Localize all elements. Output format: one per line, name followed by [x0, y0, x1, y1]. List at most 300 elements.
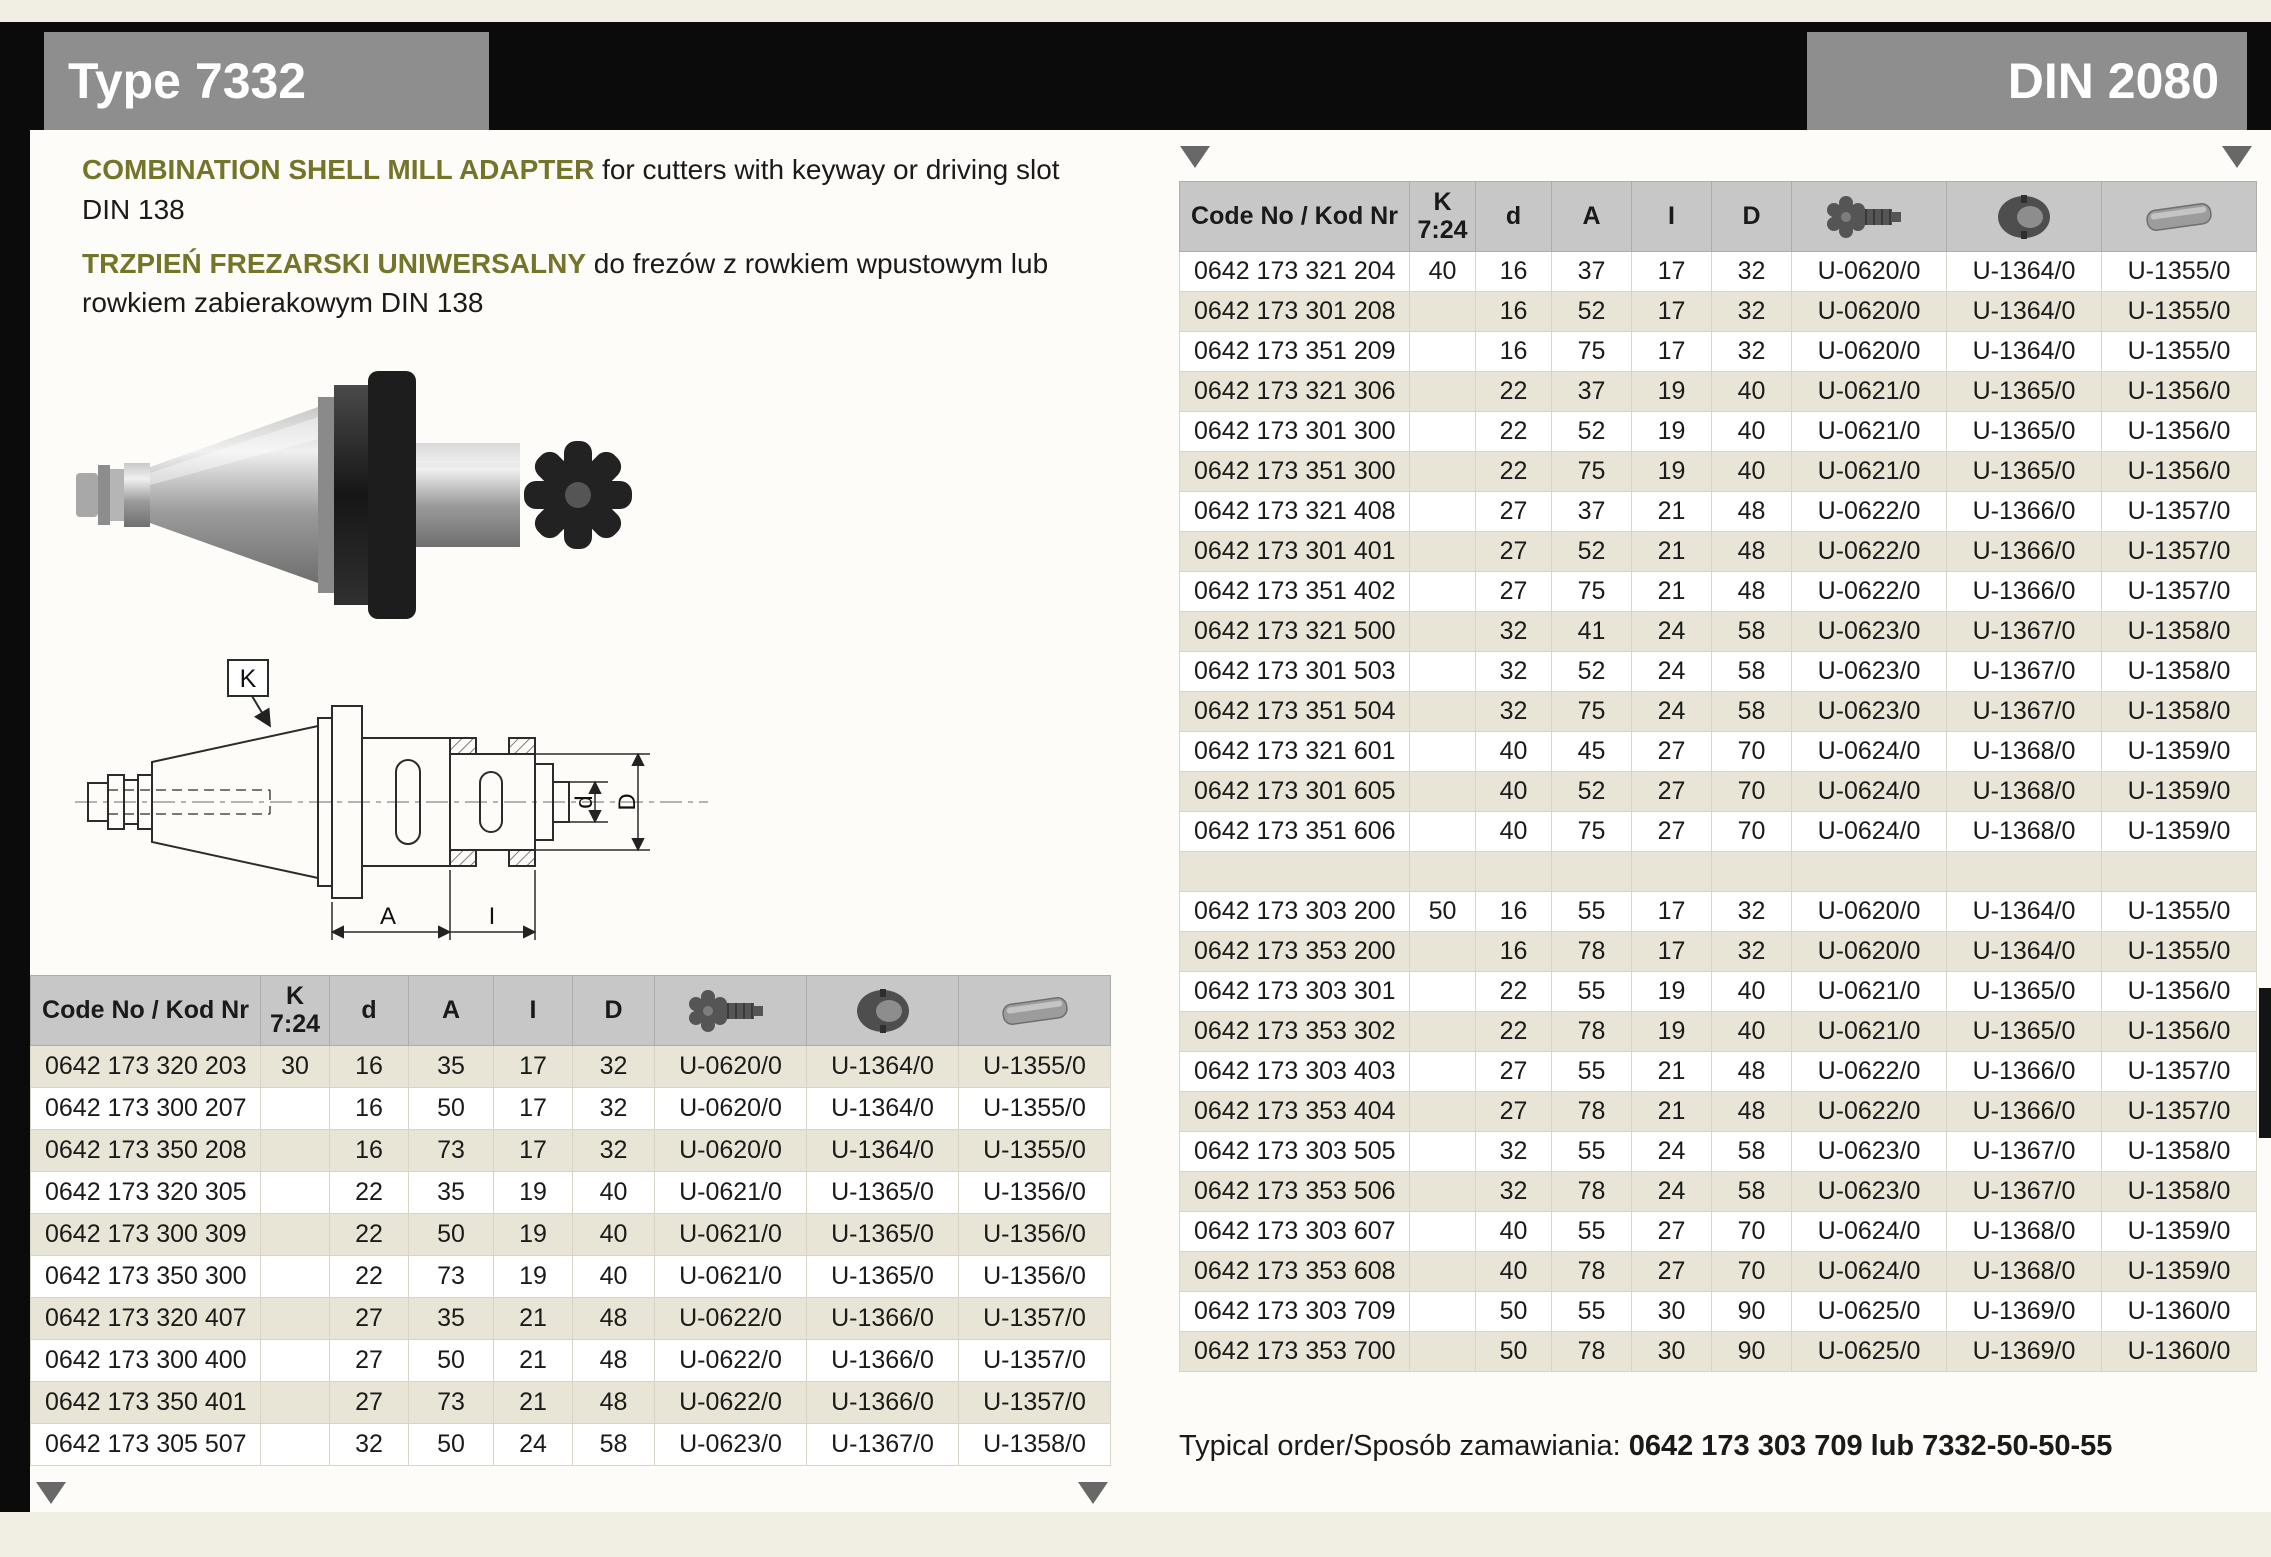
col-header-code: Code No / Kod Nr [31, 976, 261, 1046]
description-en-rest: for cutters with keyway or driving slot DIN 138 [82, 154, 1060, 225]
cell-acc3: U-1355/0 [959, 1130, 1111, 1172]
cell-acc1: U-0623/0 [1792, 1132, 1947, 1172]
cell-code: 0642 173 350 401 [31, 1382, 261, 1424]
col-header-i: I [494, 976, 573, 1046]
col-header-i: I [1632, 182, 1712, 252]
cell-a: 73 [409, 1382, 494, 1424]
cell-D: 58 [573, 1424, 655, 1466]
cell-acc2: U-1366/0 [1947, 532, 2102, 572]
cell-i: 21 [1632, 1052, 1712, 1092]
cell-acc3: U-1358/0 [2102, 612, 2257, 652]
cell-D: 70 [1712, 732, 1792, 772]
cell-D: 48 [573, 1340, 655, 1382]
cell-k [1410, 852, 1476, 892]
cell-D: 90 [1712, 1332, 1792, 1372]
cell-a: 37 [1552, 372, 1632, 412]
cell-acc3: U-1358/0 [2102, 652, 2257, 692]
cell-code: 0642 173 351 402 [1180, 572, 1410, 612]
cell-acc3 [2102, 852, 2257, 892]
cell-acc3: U-1355/0 [2102, 332, 2257, 372]
cell-acc1: U-0621/0 [1792, 452, 1947, 492]
cell-a: 52 [1552, 292, 1632, 332]
cell-k: 50 [1410, 892, 1476, 932]
cell-D: 32 [573, 1046, 655, 1088]
page-title: Type 7332 [68, 53, 307, 109]
cell-d: 32 [1476, 652, 1552, 692]
cell-d: 16 [330, 1088, 409, 1130]
cell-code: 0642 173 320 203 [31, 1046, 261, 1088]
cell-acc2: U-1365/0 [807, 1172, 959, 1214]
label-d-big: D [614, 793, 641, 811]
cell-i: 17 [1632, 252, 1712, 292]
cell-acc3: U-1358/0 [959, 1424, 1111, 1466]
cell-code: 0642 173 353 302 [1180, 1012, 1410, 1052]
cell-a: 75 [1552, 692, 1632, 732]
cell-acc1: U-0621/0 [1792, 972, 1947, 1012]
cell-acc2: U-1367/0 [807, 1424, 959, 1466]
table-row [31, 1046, 1111, 1088]
table-row [1180, 332, 2257, 372]
cell-a: 78 [1552, 1092, 1632, 1132]
cell-i: 21 [494, 1382, 573, 1424]
cell-D: 40 [1712, 1012, 1792, 1052]
table-row [1180, 572, 2257, 612]
cell-d: 16 [1476, 252, 1552, 292]
cell-acc2: U-1368/0 [1947, 812, 2102, 852]
cell-D: 70 [1712, 1212, 1792, 1252]
cell-acc1 [1792, 852, 1947, 892]
cell-code: 0642 173 353 700 [1180, 1332, 1410, 1372]
cell-code [1180, 852, 1410, 892]
cell-a: 50 [409, 1214, 494, 1256]
cell-acc3: U-1359/0 [2102, 812, 2257, 852]
cell-i: 19 [1632, 412, 1712, 452]
cell-k [1410, 692, 1476, 732]
cell-acc1: U-0622/0 [655, 1298, 807, 1340]
cell-i: 24 [1632, 1172, 1712, 1212]
cell-code: 0642 173 301 208 [1180, 292, 1410, 332]
cell-a: 55 [1552, 1292, 1632, 1332]
cell-acc2: U-1364/0 [1947, 292, 2102, 332]
cell-acc1: U-0624/0 [1792, 1212, 1947, 1252]
cell-acc3: U-1356/0 [2102, 372, 2257, 412]
cell-code: 0642 173 301 605 [1180, 772, 1410, 812]
cell-D: 48 [1712, 532, 1792, 572]
cell-D: 48 [1712, 492, 1792, 532]
typical-order-note [1179, 1430, 2112, 1463]
type-label-box [44, 32, 489, 130]
cell-D: 40 [573, 1256, 655, 1298]
cell-d: 50 [1476, 1332, 1552, 1372]
cell-acc3: U-1357/0 [2102, 1052, 2257, 1092]
cell-acc3: U-1355/0 [959, 1088, 1111, 1130]
cell-k [1410, 972, 1476, 1012]
table-row [31, 1088, 1111, 1130]
cell-acc2: U-1365/0 [807, 1256, 959, 1298]
cell-a: 78 [1552, 1172, 1632, 1212]
cell-i: 19 [1632, 452, 1712, 492]
cell-acc2: U-1366/0 [807, 1382, 959, 1424]
cell-d: 40 [1476, 1252, 1552, 1292]
clamp-bolt-icon [1824, 193, 1914, 241]
cell-acc1: U-0625/0 [1792, 1332, 1947, 1372]
din-label-box [1807, 32, 2247, 130]
cell-acc2: U-1364/0 [807, 1130, 959, 1172]
cell-code: 0642 173 301 401 [1180, 532, 1410, 572]
cell-D: 58 [1712, 692, 1792, 732]
col-header-lock-nut [1947, 182, 2102, 252]
cell-acc1: U-0622/0 [1792, 572, 1947, 612]
description-pl-title: TRZPIEŃ FREZARSKI UNIWERSALNY [82, 247, 586, 279]
cell-d: 22 [330, 1214, 409, 1256]
table-header-row [1180, 182, 2257, 252]
cell-d: 27 [1476, 1052, 1552, 1092]
cell-acc3: U-1358/0 [2102, 692, 2257, 732]
cell-acc3: U-1357/0 [959, 1340, 1111, 1382]
col-header-clamp-bolt [655, 976, 807, 1046]
cell-acc3: U-1355/0 [2102, 892, 2257, 932]
cell-d: 50 [1476, 1292, 1552, 1332]
cell-d: 32 [1476, 692, 1552, 732]
description-pl [82, 244, 1072, 324]
cell-i: 19 [494, 1214, 573, 1256]
cell-d: 22 [1476, 452, 1552, 492]
cell-i [1632, 852, 1712, 892]
cell-i: 17 [494, 1088, 573, 1130]
cell-code: 0642 173 303 607 [1180, 1212, 1410, 1252]
cell-k [1410, 732, 1476, 772]
cell-acc2: U-1364/0 [1947, 932, 2102, 972]
technical-drawing [60, 642, 760, 962]
cell-code: 0642 173 351 606 [1180, 812, 1410, 852]
cell-acc1: U-0620/0 [655, 1046, 807, 1088]
cell-k [1410, 372, 1476, 412]
cell-i: 17 [1632, 892, 1712, 932]
cell-k [1410, 612, 1476, 652]
cell-d: 32 [330, 1424, 409, 1466]
table-row [1180, 412, 2257, 452]
cell-code: 0642 173 321 500 [1180, 612, 1410, 652]
cell-d: 27 [330, 1340, 409, 1382]
table-row [1180, 532, 2257, 572]
cell-code: 0642 173 320 407 [31, 1298, 261, 1340]
order-note-prefix: Typical order/Sposób zamawiania: [1179, 1430, 1629, 1462]
cell-d: 16 [1476, 292, 1552, 332]
cell-a: 55 [1552, 1052, 1632, 1092]
cell-i: 21 [1632, 1092, 1712, 1132]
cell-acc3: U-1358/0 [2102, 1132, 2257, 1172]
table-row [31, 1214, 1111, 1256]
cell-D: 32 [1712, 252, 1792, 292]
table-header-row [31, 976, 1111, 1046]
cell-acc3: U-1357/0 [2102, 1092, 2257, 1132]
cell-code: 0642 173 320 305 [31, 1172, 261, 1214]
order-note-value: 0642 173 303 709 lub 7332-50-50-55 [1628, 1430, 2113, 1462]
cell-acc1: U-0621/0 [655, 1172, 807, 1214]
cell-acc2: U-1367/0 [1947, 1132, 2102, 1172]
cell-acc1: U-0623/0 [1792, 1172, 1947, 1212]
table-row [1180, 612, 2257, 652]
cell-acc3: U-1359/0 [2102, 772, 2257, 812]
cell-D [1712, 852, 1792, 892]
top-margin-strip [0, 0, 2271, 22]
product-photo [60, 345, 680, 635]
cell-acc2: U-1369/0 [1947, 1332, 2102, 1372]
cell-a: 52 [1552, 652, 1632, 692]
cell-i: 21 [494, 1298, 573, 1340]
drive-key-icon [990, 987, 1080, 1035]
col-header-d: d [1476, 182, 1552, 252]
cell-acc3: U-1356/0 [2102, 1012, 2257, 1052]
col-header-D: D [573, 976, 655, 1046]
table-row [31, 1424, 1111, 1466]
table-row [1180, 1252, 2257, 1292]
cell-i: 21 [1632, 572, 1712, 612]
cell-d: 22 [330, 1172, 409, 1214]
cell-a: 55 [1552, 892, 1632, 932]
cell-acc1: U-0623/0 [1792, 612, 1947, 652]
cell-acc2: U-1366/0 [1947, 572, 2102, 612]
cell-D: 48 [1712, 1092, 1792, 1132]
lock-nut-icon [838, 987, 928, 1035]
bottom-margin-strip [0, 1512, 2271, 1557]
cell-k [261, 1382, 330, 1424]
cell-d: 22 [1476, 412, 1552, 452]
cell-k [261, 1340, 330, 1382]
cell-acc1: U-0621/0 [655, 1256, 807, 1298]
cell-i: 19 [1632, 372, 1712, 412]
table-row [1180, 1172, 2257, 1212]
cell-acc3: U-1357/0 [959, 1298, 1111, 1340]
cell-d: 22 [1476, 1012, 1552, 1052]
cell-acc2: U-1365/0 [807, 1214, 959, 1256]
cell-k [1410, 1212, 1476, 1252]
cell-acc2: U-1369/0 [1947, 1292, 2102, 1332]
cell-i: 30 [1632, 1292, 1712, 1332]
cell-code: 0642 173 321 204 [1180, 252, 1410, 292]
cell-code: 0642 173 303 403 [1180, 1052, 1410, 1092]
cell-acc1: U-0621/0 [1792, 1012, 1947, 1052]
cell-k [1410, 1012, 1476, 1052]
cell-acc2: U-1368/0 [1947, 1212, 2102, 1252]
cell-i: 27 [1632, 1212, 1712, 1252]
cell-d: 27 [1476, 532, 1552, 572]
table-row [1180, 252, 2257, 292]
lock-nut-icon [1979, 193, 2069, 241]
cell-k [1410, 1092, 1476, 1132]
table-row [1180, 1052, 2257, 1092]
col-header-code: Code No / Kod Nr [1180, 182, 1410, 252]
cell-acc2: U-1364/0 [807, 1088, 959, 1130]
k-label: K [285, 982, 305, 1010]
cell-i: 17 [1632, 332, 1712, 372]
cell-acc2: U-1366/0 [1947, 1092, 2102, 1132]
cell-D: 48 [573, 1298, 655, 1340]
cell-i: 19 [1632, 972, 1712, 1012]
cell-code: 0642 173 321 601 [1180, 732, 1410, 772]
cell-acc3: U-1356/0 [2102, 972, 2257, 1012]
label-d-small: d [571, 795, 598, 809]
cell-i: 27 [1632, 1252, 1712, 1292]
cell-d: 27 [1476, 492, 1552, 532]
cell-a: 78 [1552, 1332, 1632, 1372]
shell-mill-adapter-photo [60, 345, 680, 635]
cell-i: 17 [494, 1046, 573, 1088]
dimension-drawing [60, 642, 760, 962]
cell-a: 75 [1552, 572, 1632, 612]
cell-k [261, 1298, 330, 1340]
cell-d: 27 [330, 1382, 409, 1424]
cell-code: 0642 173 303 505 [1180, 1132, 1410, 1172]
cell-code: 0642 173 351 504 [1180, 692, 1410, 732]
cell-acc1: U-0621/0 [1792, 372, 1947, 412]
cell-k [261, 1130, 330, 1172]
cell-acc3: U-1358/0 [2102, 1172, 2257, 1212]
cell-acc3: U-1356/0 [959, 1256, 1111, 1298]
cell-a: 75 [1552, 332, 1632, 372]
cell-a: 75 [1552, 452, 1632, 492]
cell-acc1: U-0621/0 [655, 1214, 807, 1256]
cell-acc2: U-1366/0 [807, 1340, 959, 1382]
cell-k [1410, 452, 1476, 492]
cell-code: 0642 173 351 300 [1180, 452, 1410, 492]
cell-acc1: U-0620/0 [1792, 932, 1947, 972]
cell-acc1: U-0620/0 [1792, 892, 1947, 932]
cell-a: 37 [1552, 252, 1632, 292]
label-a: A [379, 903, 397, 930]
cell-a: 52 [1552, 772, 1632, 812]
cell-acc1: U-0622/0 [1792, 492, 1947, 532]
cell-acc3: U-1359/0 [2102, 1252, 2257, 1292]
cell-a: 73 [409, 1256, 494, 1298]
cell-a: 35 [409, 1046, 494, 1088]
cell-acc2: U-1366/0 [807, 1298, 959, 1340]
cell-acc3: U-1356/0 [959, 1214, 1111, 1256]
cell-acc1: U-0622/0 [655, 1340, 807, 1382]
cell-k [1410, 1052, 1476, 1092]
cell-D: 70 [1712, 772, 1792, 812]
cell-d: 16 [1476, 932, 1552, 972]
k-label: K [1433, 188, 1452, 216]
table-row [31, 1172, 1111, 1214]
cell-acc3: U-1357/0 [959, 1382, 1111, 1424]
cell-k: 40 [1410, 252, 1476, 292]
cell-acc2: U-1364/0 [1947, 892, 2102, 932]
cell-acc1: U-0622/0 [1792, 1092, 1947, 1132]
label-i: I [488, 903, 496, 930]
cell-a: 78 [1552, 1252, 1632, 1292]
cell-i: 27 [1632, 812, 1712, 852]
table-row [31, 1340, 1111, 1382]
cell-a: 78 [1552, 1012, 1632, 1052]
triangle-down-icon [1078, 1482, 1108, 1504]
cell-acc2: U-1367/0 [1947, 612, 2102, 652]
cell-D: 58 [1712, 1172, 1792, 1212]
cell-acc2: U-1366/0 [1947, 492, 2102, 532]
cell-d: 27 [1476, 1092, 1552, 1132]
cell-D: 32 [1712, 932, 1792, 972]
cell-a: 75 [1552, 812, 1632, 852]
cell-d: 32 [1476, 612, 1552, 652]
cell-a: 55 [1552, 1132, 1632, 1172]
cell-code: 0642 173 303 200 [1180, 892, 1410, 932]
cell-a: 52 [1552, 412, 1632, 452]
cell-d: 32 [1476, 1132, 1552, 1172]
cell-D: 40 [1712, 452, 1792, 492]
cell-acc1: U-0620/0 [655, 1088, 807, 1130]
cell-d: 40 [1476, 1212, 1552, 1252]
cell-a: 50 [409, 1088, 494, 1130]
cell-acc3: U-1356/0 [2102, 412, 2257, 452]
cell-D: 32 [1712, 292, 1792, 332]
table-row [1180, 372, 2257, 412]
cell-code: 0642 173 321 408 [1180, 492, 1410, 532]
cell-acc2: U-1368/0 [1947, 1252, 2102, 1292]
cell-D: 40 [573, 1172, 655, 1214]
cell-acc1: U-0625/0 [1792, 1292, 1947, 1332]
col-header-key [2102, 182, 2257, 252]
table-row [1180, 1132, 2257, 1172]
triangle-down-icon [1180, 146, 1210, 168]
cell-code: 0642 173 301 503 [1180, 652, 1410, 692]
cell-code: 0642 173 300 400 [31, 1340, 261, 1382]
table-row [1180, 692, 2257, 732]
cell-i: 24 [1632, 692, 1712, 732]
cell-D: 40 [573, 1214, 655, 1256]
cell-d: 16 [330, 1130, 409, 1172]
cell-acc3: U-1359/0 [2102, 1212, 2257, 1252]
cell-acc3: U-1355/0 [959, 1046, 1111, 1088]
cell-acc2: U-1367/0 [1947, 652, 2102, 692]
cell-k [1410, 1332, 1476, 1372]
cell-i: 24 [494, 1424, 573, 1466]
cell-a: 35 [409, 1298, 494, 1340]
clamp-bolt-icon [686, 987, 776, 1035]
col-header-a: A [1552, 182, 1632, 252]
cell-acc1: U-0624/0 [1792, 1252, 1947, 1292]
cell-i: 17 [494, 1130, 573, 1172]
cell-i: 17 [1632, 292, 1712, 332]
cell-k [1410, 812, 1476, 852]
cell-k [1410, 492, 1476, 532]
cell-D: 70 [1712, 812, 1792, 852]
table-row [1180, 452, 2257, 492]
cell-acc3: U-1356/0 [959, 1172, 1111, 1214]
cell-acc3: U-1356/0 [2102, 452, 2257, 492]
table-row [1180, 1012, 2257, 1052]
col-header-key [959, 976, 1111, 1046]
col-header-k [1410, 182, 1476, 252]
label-k: K [239, 665, 257, 693]
table-row [1180, 1092, 2257, 1132]
cell-acc3: U-1355/0 [2102, 932, 2257, 972]
cell-a: 55 [1552, 972, 1632, 1012]
cell-k [1410, 652, 1476, 692]
cell-code: 0642 173 303 301 [1180, 972, 1410, 1012]
table-row [1180, 1332, 2257, 1372]
page-index-tab [2259, 988, 2271, 1138]
cell-i: 17 [1632, 932, 1712, 972]
cell-k [1410, 1292, 1476, 1332]
product-description [82, 150, 1072, 337]
cell-i: 30 [1632, 1332, 1712, 1372]
cell-acc2: U-1368/0 [1947, 732, 2102, 772]
cell-acc1: U-0623/0 [655, 1424, 807, 1466]
cell-acc1: U-0620/0 [1792, 292, 1947, 332]
cell-code: 0642 173 301 300 [1180, 412, 1410, 452]
cell-code: 0642 173 321 306 [1180, 372, 1410, 412]
cell-i: 27 [1632, 772, 1712, 812]
